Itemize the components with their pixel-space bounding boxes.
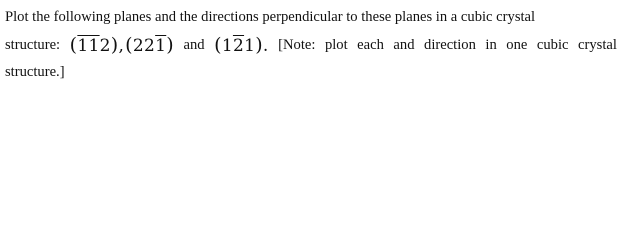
miller-planes: (112),(221) bbox=[69, 34, 174, 56]
note-word-2: plot bbox=[324, 37, 348, 53]
note-word-6: in bbox=[485, 37, 497, 53]
note-word-9: crystal bbox=[578, 37, 617, 53]
structure-label: structure: bbox=[5, 37, 61, 53]
plane-2: (221) bbox=[125, 34, 174, 56]
miller-plane-3: (121). bbox=[214, 34, 269, 56]
problem-line-3: structure.] bbox=[5, 64, 65, 80]
note-word-3: each bbox=[357, 37, 384, 53]
note-word-7: one bbox=[506, 37, 528, 53]
plane-1: (112) bbox=[69, 34, 119, 56]
and-word: and bbox=[183, 37, 205, 53]
problem-line-2 bbox=[5, 31, 617, 59]
problem-line-1: Plot the following planes and the directions perpendicular to these planes in a cubic crystal bbox=[5, 9, 536, 25]
note-word-5: direction bbox=[424, 37, 476, 53]
plane-3: (121) bbox=[214, 34, 263, 56]
note-word-8: cubic bbox=[536, 37, 569, 53]
note-word-1: [Note: bbox=[278, 37, 316, 53]
note-word-4: and bbox=[393, 37, 415, 53]
